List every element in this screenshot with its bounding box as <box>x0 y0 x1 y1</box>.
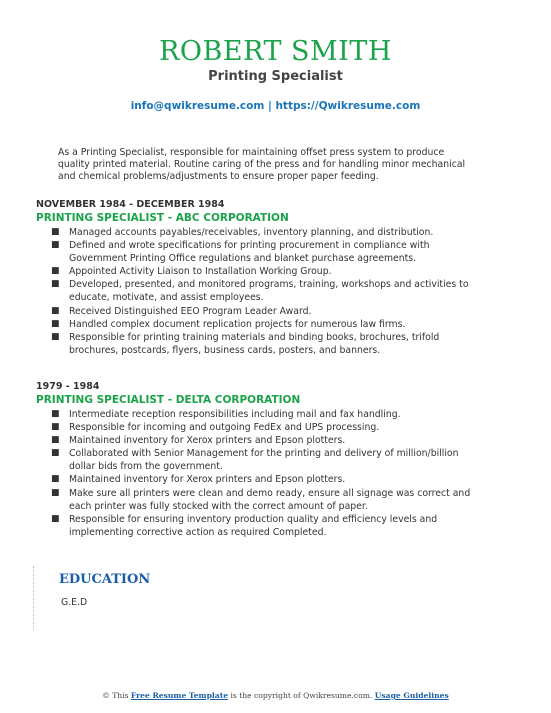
list-item: ■ Maintained inventory for Xerox printers and Epson plotters. <box>51 474 346 486</box>
footer-copyright <box>0 691 551 701</box>
bullet-icon: ■ <box>51 305 60 316</box>
usage-guidelines-link[interactable]: Usage Guidelines <box>374 691 449 700</box>
list-item: ■ Managed accounts payables/receivables, inventory planning, and distribution. <box>51 227 434 238</box>
bullet-icon: ■ <box>51 240 60 251</box>
bullet-icon: ■ <box>51 266 60 277</box>
list-item: ■ Maintained inventory for Xerox printers and Epson plotters. <box>51 435 346 447</box>
job-dates: 1979 - 1984 <box>36 381 100 392</box>
experience-entry-1 <box>36 199 476 357</box>
list-item: ■ Intermediate reception responsibilities including mail and fax handling. <box>51 409 401 420</box>
bullet-icon: ■ <box>51 474 60 485</box>
list-item: ■ Responsible for incoming and outgoing FedEx and UPS processing. <box>51 422 380 434</box>
bullet-icon: ■ <box>51 422 60 433</box>
contact-line[interactable]: info@qwikresume.com | https://Qwikresume.com <box>130 100 421 112</box>
job-title: PRINTING SPECIALIST - DELTA CORPORATION <box>36 394 301 406</box>
footer-middle: is the copyright of Qwikresume.com. <box>230 691 373 700</box>
list-item: ■ Defined and wrote specifications for printing procurement in compliance with Government Printing Office regulations and blanket purchase agreements. <box>51 240 430 265</box>
bullet-icon: ■ <box>51 331 60 342</box>
candidate-title: Printing Specialist <box>208 69 343 84</box>
bullet-icon: ■ <box>51 448 60 459</box>
bullet-icon: ■ <box>51 513 60 524</box>
list-item: ■ Developed, presented, and monitored programs, training, workshops and activities to educate, motivate, and assist employees. <box>51 279 469 304</box>
bullet-icon: ■ <box>51 279 60 290</box>
bullet-icon: ■ <box>51 318 60 329</box>
section-divider <box>33 566 34 630</box>
education-heading: EDUCATION <box>59 572 151 587</box>
list-item: ■ Responsible for ensuring inventory production quality and efficiency levels and implementing corrective action as required Completed. <box>51 513 438 538</box>
list-item: ■ Appointed Activity Liaison to Installation Working Group. <box>51 266 332 278</box>
experience-entry-2 <box>36 381 476 539</box>
candidate-name: ROBERT SMITH <box>159 36 392 67</box>
list-item: ■ Handled complex document replication projects for numerous law firms. <box>51 318 406 330</box>
list-item: ■ Received Distinguished EEO Program Leader Award. <box>51 305 312 317</box>
list-item: ■ Make sure all printers were clean and demo ready, ensure all signage was correct and each printer was fully stocked with the correct amount of paper. <box>51 487 471 512</box>
list-item: ■ Collaborated with Senior Management for the printing and delivery of million/billion dollar bids from the government. <box>51 448 459 473</box>
education-text: G.E.D <box>61 597 88 608</box>
job-dates: NOVEMBER 1984 - DECEMBER 1984 <box>36 199 225 210</box>
summary-paragraph: As a Printing Specialist, responsible for maintaining offset press system to produce quality printed material. Routine caring of the press and for handling minor mechanical and chemical problems/adjustments to ensure proper paper feeding. <box>58 147 466 182</box>
bullet-icon: ■ <box>51 227 60 237</box>
bullet-icon: ■ <box>51 409 60 419</box>
list-item: ■ Responsible for printing training materials and binding books, brochures, trifold brochures, postcards, flyers, business cards, posters, and banners. <box>51 331 440 356</box>
footer-prefix: © This <box>102 691 129 700</box>
bullet-icon: ■ <box>51 435 60 446</box>
free-resume-template-link[interactable]: Free Resume Template <box>130 691 229 700</box>
job-bullet-list <box>36 408 476 539</box>
bullet-icon: ■ <box>51 487 60 498</box>
job-bullet-list <box>36 226 476 357</box>
job-title: PRINTING SPECIALIST - ABC CORPORATION <box>36 212 289 224</box>
